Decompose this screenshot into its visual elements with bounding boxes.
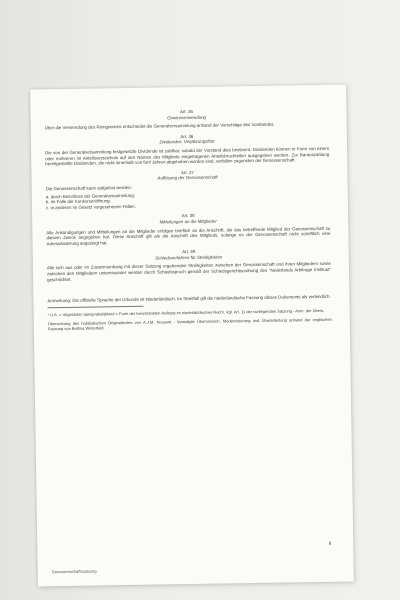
article-title: Auflösung der Genossenschaft	[157, 174, 218, 181]
article-paragraph: Alle sich aus oder im Zusammenhang mit dieser Satzung ergebenden Streitigkeiten zwischen der Genossenschaft und ihren Mitgliedern sowie zwischen den Mitgliedern untereinander werden durch Schiedsspruch gemäß der Schiedsgerichtsordnung des "Nederlands Arbitrage Instituut" geschlichtet.	[46, 261, 332, 282]
article-39	[47, 247, 331, 282]
article-paragraph: Die Genossenschaft kann aufgelöst werden:	[45, 184, 132, 192]
article-number: Art. 35	[179, 108, 193, 115]
document-footer: Genossenschaftssatzung	[51, 568, 97, 575]
page-number: 8	[328, 540, 332, 546]
article-35	[44, 107, 328, 131]
list-item: c. in anderen im Gesetz vorgesehenen Fällen.	[45, 203, 136, 210]
footnote: ¹ U.A. = Uitgesloten aansprakelijkheid = Form der beschränkten Haftung im niederländischen Recht. Vgl. Art. 11 der vorliegenden Satzung - Anm. der Übers.	[47, 307, 325, 318]
page-content	[44, 102, 332, 336]
article-title: Dividenden, Verjährungsfrist	[159, 138, 215, 145]
footnote-divider	[48, 306, 144, 309]
article-title: Mitteilungen an die Mitglieder	[159, 218, 217, 225]
article-paragraph: Alle Ankündigungen und Mitteilungen an die Mitglieder erfolgen brieflich an die Anschrift, die das betreffende Mitglied der Genossenschaft zu diesem Zweck angegeben hat. Diese Anschrift gilt als die Anschrift des Mitglieds, solange es der Genossenschaft nicht schriftlich eine Adressänderung angezeigt hat.	[46, 225, 331, 246]
article-number: Art. 38	[181, 213, 195, 219]
list-item: b. im Falle der Konkurseröffnung;	[45, 198, 111, 205]
article-38	[46, 211, 330, 246]
article-number: Art. 39	[182, 249, 196, 255]
article-number: Art. 37	[180, 169, 194, 175]
article-paragraph: Über die Verwendung des Reingewinns entscheidet die Generalversammlung anhand der Vorschläge des Vorstandes.	[44, 121, 275, 131]
article-paragraph: Die von der Generalversammlung festgesetzte Dividende ist zahlbar, sobald der Vorstand dies bestimmt. Dividenden können in Form von einem oder mehreren im Anteilsverzeichnis auf den Namen des Mitglieds eingetragenen Anteilsbruchteilen ausgegeben werden. Zur Barauszahlung bereitgestellte Dividenden, die nicht innerhalb von fünf Jahren abgehoben worden sind, verfallen zugunsten der Genossenschaft.	[45, 145, 330, 167]
article-title: Gewinnverwendung	[167, 114, 207, 120]
translator-credit: Übersetzung des holländischen Originaltextes von A.J.M. Nossent - Vereidigte Übersetzerin. Modernisierung und Überarbeitung anhand der englischen Fassung von Bettina Winterfeld.	[47, 316, 332, 332]
article-title: Schiedsverfahren für Streitigkeiten	[155, 254, 223, 261]
language-note: Anmerkung: Die offizielle Sprache der Urkunde ist Niederländisch. Im Streitfall gilt die niederländische Fassung dieses Dokuments als verbindlich.	[47, 294, 331, 304]
list-item: a. durch Beschluss der Generalversammlung;	[45, 192, 135, 199]
article-36	[45, 132, 329, 167]
document-page	[30, 85, 354, 587]
article-37	[45, 168, 330, 211]
article-number: Art. 36	[180, 133, 194, 139]
